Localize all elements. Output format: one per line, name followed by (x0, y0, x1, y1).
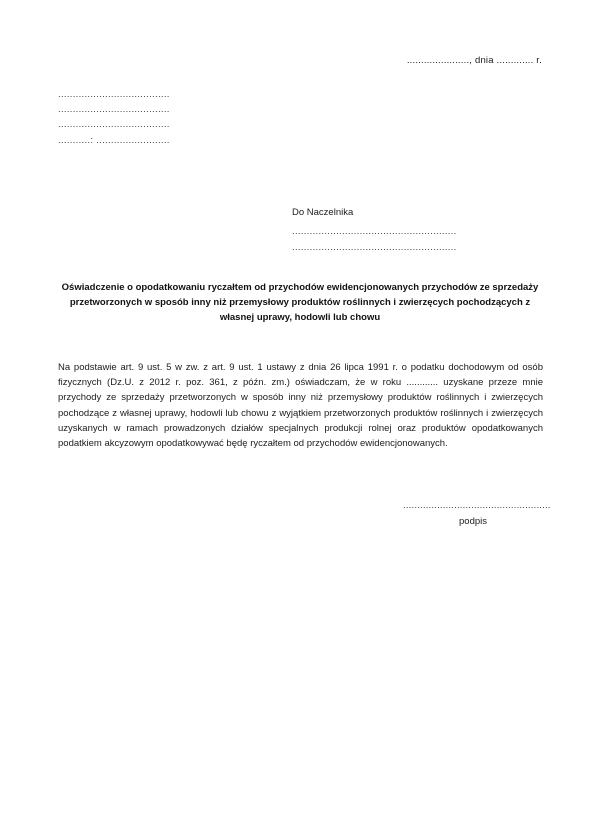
document-title: Oświadczenie o opodatkowaniu ryczałtem od przychodów ewidencjonowanych przychodów ze sprzedaży przetworzonych w sposób inny niż przemysłowy produktów roślinnych i zwierzęcych pochodzących z własnej uprawy, hodowli lub chowu (61, 282, 539, 323)
signature-block (403, 499, 551, 529)
signature-placeholder-line: .................................................... (403, 500, 551, 511)
date-placeholder-line: ......................, dnia ............. r. (406, 55, 542, 66)
signature-caption: podpis (459, 516, 487, 527)
recipient-line: ........................................................ (292, 242, 457, 253)
recipient-heading: Do Naczelnika (292, 207, 354, 218)
sender-line: ...................................... (58, 119, 170, 131)
declaration-paragraph: Na podstawie art. 9 ust. 5 w zw. z art. 9 ust. 1 ustawy z dnia 26 lipca 1991 r. o podatku dochodowym od osób fizycznych (Dz.U. z 2012 r. poz. 361, z późn. zm.) oświadczam, że w roku ............ uzyskane przeze mnie przychody ze sprzedaży przetworzonych w sposób inny niż przemysłowy produktów roślinnych i zwierzęcych pochodzące z własnej uprawy, hodowli lub chowu z wyjątkiem przetworzonych produktów roślinnych i zwierzęcych uzyskanych w ramach prowadzonych działów specjalnych produkcji rolnej oraz produktów opodatkowanych podatkiem akcyzowym opodatkowywać będę ryczałtem od przychodów ewidencjonowanych. (58, 362, 543, 450)
recipient-block (292, 206, 457, 256)
sender-line: ...........: ......................... (58, 134, 170, 146)
recipient-line: ........................................................ (292, 226, 457, 237)
sender-line: ...................................... (58, 89, 170, 100)
sender-details-block (58, 87, 170, 148)
sender-line: ...................................... (58, 104, 170, 116)
